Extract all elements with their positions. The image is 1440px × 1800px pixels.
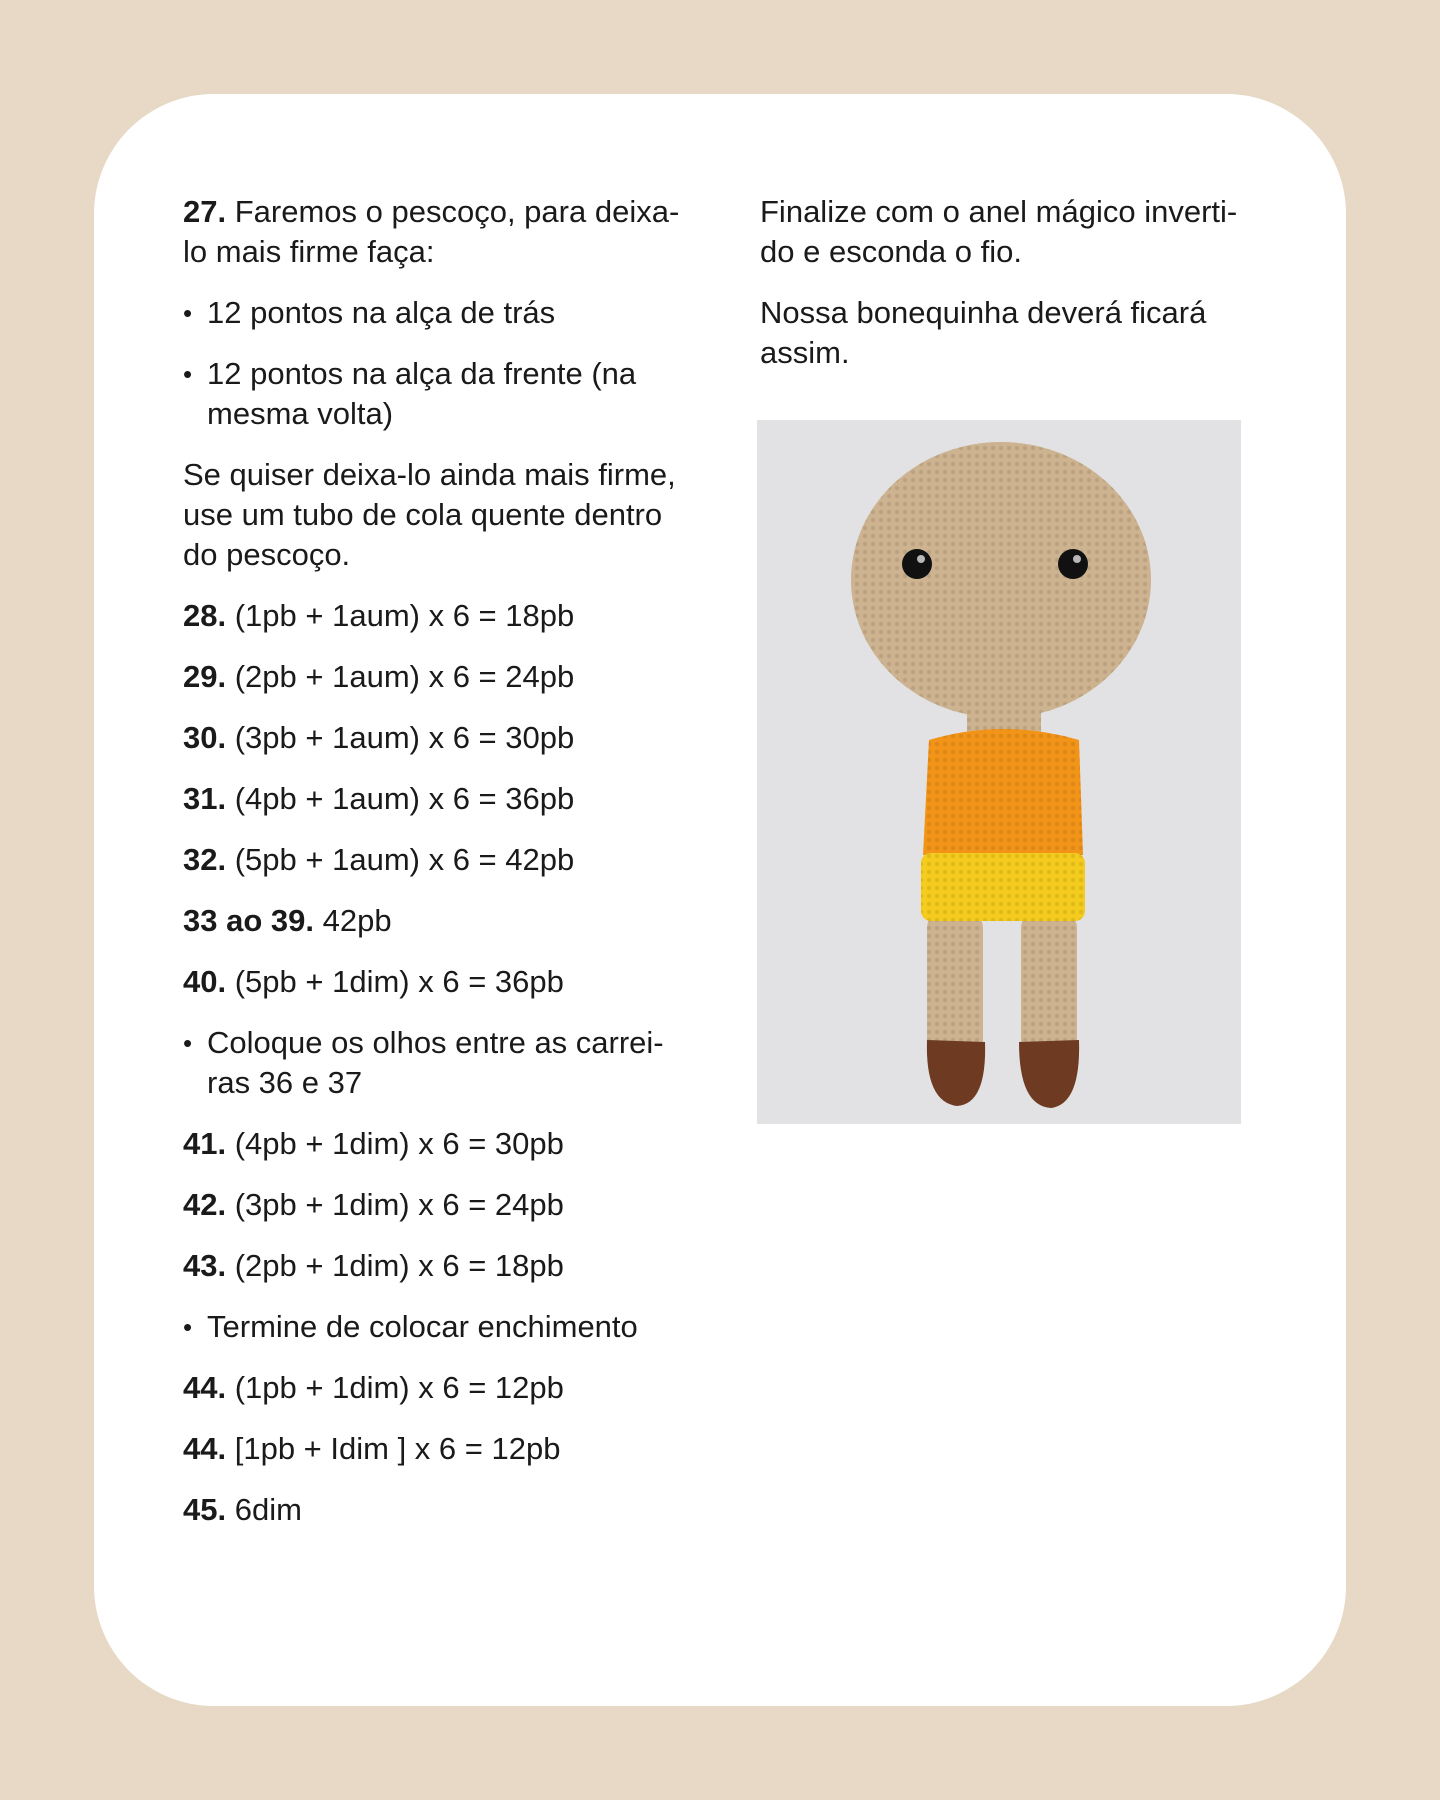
- step-text: (1pb + 1dim) x 6 = 12pb: [226, 1370, 564, 1405]
- step-number: 45.: [183, 1492, 227, 1527]
- step-44-a: [183, 1368, 703, 1408]
- step-text: 42pb: [313, 903, 392, 938]
- doll-shirt-texture: [923, 729, 1083, 855]
- finish-instruction: Finalize com o anel mágico inverti-do e esconda o fio.: [760, 194, 1238, 269]
- step-text: (2pb + 1dim) x 6 = 18pb: [226, 1248, 564, 1283]
- step-33-to-39: [183, 901, 703, 941]
- step-text: [1pb + Idim ] x 6 = 12pb: [226, 1431, 561, 1466]
- bullet-place-eyes: • Coloque os olhos entre as carrei-ras 36 e 37: [183, 1023, 703, 1103]
- step-number: 29.: [183, 659, 227, 694]
- step-29: [183, 657, 703, 697]
- step-text: (4pb + 1aum) x 6 = 36pb: [226, 781, 575, 816]
- step-number: 44.: [183, 1431, 227, 1466]
- step-text: (5pb + 1dim) x 6 = 36pb: [226, 964, 564, 999]
- doll-left-eye: [902, 549, 932, 579]
- finishing-column: [760, 192, 1250, 394]
- step-text: (2pb + 1aum) x 6 = 24pb: [226, 659, 575, 694]
- doll-left-shoe: [927, 1040, 985, 1106]
- bullet-front-loop: • 12 pontos na alça da frente (na mesma volta): [183, 354, 703, 434]
- step-40: [183, 962, 703, 1002]
- step-number: 42.: [183, 1187, 227, 1222]
- step-41: [183, 1124, 703, 1164]
- step-number: 31.: [183, 781, 227, 816]
- result-caption: Nossa bonequinha deverá ficará assim.: [760, 295, 1207, 370]
- bullet-back-loop: • 12 pontos na alça de trás: [183, 293, 703, 333]
- step-number: 33 ao 39.: [183, 903, 314, 938]
- step-text: (3pb + 1dim) x 6 = 24pb: [226, 1187, 564, 1222]
- step-31: [183, 779, 703, 819]
- step-text: (5pb + 1aum) x 6 = 42pb: [226, 842, 575, 877]
- doll-head-texture: [851, 442, 1151, 718]
- doll-right-shoe: [1019, 1040, 1079, 1108]
- doll-right-eye: [1058, 549, 1088, 579]
- step-text: Faremos o pescoço, para deixa-lo mais firme faça:: [183, 194, 680, 269]
- step-45: [183, 1490, 703, 1530]
- doll-right-leg-texture: [1021, 910, 1077, 1060]
- step-30: [183, 718, 703, 758]
- step-text: 6dim: [226, 1492, 302, 1527]
- doll-right-eye-highlight: [1073, 555, 1081, 563]
- pattern-instructions-column: [183, 192, 703, 1551]
- step-43: [183, 1246, 703, 1286]
- step-28: [183, 596, 703, 636]
- step-number: 40.: [183, 964, 227, 999]
- step-number: 44.: [183, 1370, 227, 1405]
- step-44-b: [183, 1429, 703, 1469]
- doll-shorts-texture: [921, 853, 1085, 921]
- step-42: [183, 1185, 703, 1225]
- step-number: 43.: [183, 1248, 227, 1283]
- step-number: 30.: [183, 720, 227, 755]
- step-number: 27.: [183, 194, 227, 229]
- step-text: (4pb + 1dim) x 6 = 30pb: [226, 1126, 564, 1161]
- step-text: (3pb + 1aum) x 6 = 30pb: [226, 720, 575, 755]
- step-27: [183, 192, 703, 272]
- neck-firmness-note: Se quiser deixa-lo ainda mais firme, use um tubo de cola quente dentro do pescoço.: [183, 457, 676, 572]
- step-number: 32.: [183, 842, 227, 877]
- doll-left-eye-highlight: [917, 555, 925, 563]
- step-number: 28.: [183, 598, 227, 633]
- step-text: (1pb + 1aum) x 6 = 18pb: [226, 598, 575, 633]
- step-number: 41.: [183, 1126, 227, 1161]
- step-32: [183, 840, 703, 880]
- bullet-finish-stuffing: • Termine de colocar enchimento: [183, 1307, 703, 1347]
- doll-left-leg-texture: [927, 910, 983, 1060]
- finished-doll-photo: [757, 420, 1241, 1124]
- crochet-doll-illustration: [757, 420, 1241, 1124]
